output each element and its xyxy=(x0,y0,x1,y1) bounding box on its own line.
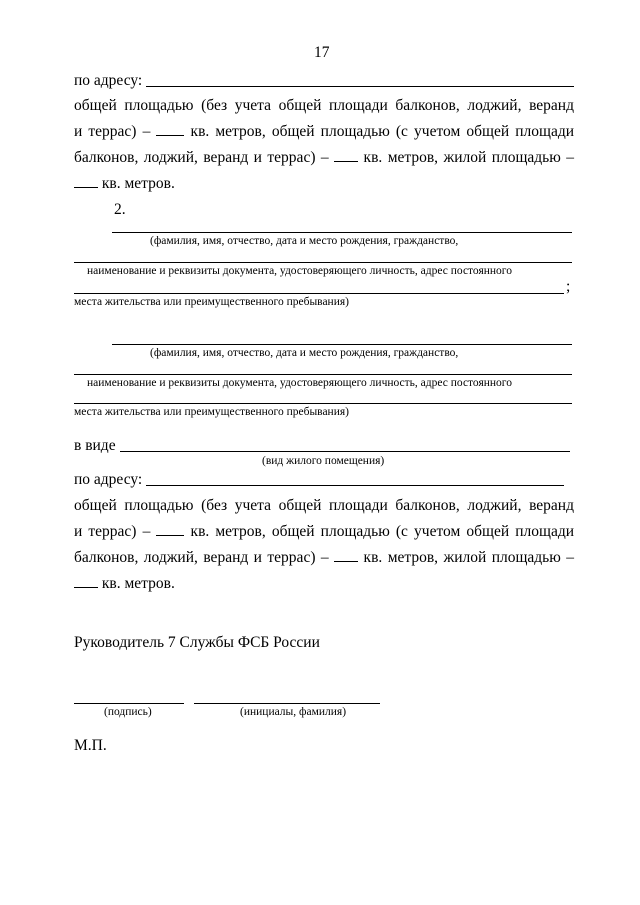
person2-caption-2: наименование и реквизиты документа, удостоверяющего личность, адрес постоянного xyxy=(87,377,512,389)
signature-line xyxy=(74,703,184,704)
person2-caption-3: места жительства или преимущественного пребывания) xyxy=(74,406,349,418)
area2-blank-3 xyxy=(74,575,98,588)
person-caption-1: (фамилия, имя, отчество, дата и место рождения, гражданство, xyxy=(150,235,459,247)
person2-fill-line-3 xyxy=(74,403,572,404)
address-fill-line-2 xyxy=(146,485,564,486)
area2-blank-2 xyxy=(334,549,358,562)
person-fill-line-3 xyxy=(74,293,564,294)
area-line-3: балконов, лоджий, веранд и террас) – кв. метров, жилой площадью – xyxy=(74,149,575,166)
address-label: по адресу: xyxy=(74,72,143,89)
area-blank-1 xyxy=(156,123,184,136)
area-blank-3 xyxy=(74,175,98,188)
type-caption: (вид жилого помещения) xyxy=(262,455,385,467)
area2-blank-1 xyxy=(156,523,184,536)
person-fill-line-2 xyxy=(74,262,572,263)
person-caption-2: наименование и реквизиты документа, удостоверяющего личность, адрес постоянного xyxy=(87,265,512,277)
address-fill-line xyxy=(146,86,574,87)
area-line-2: и террас) – кв. метров, общей площадью (с учетом общей площади xyxy=(74,123,575,140)
person2-fill-line-1 xyxy=(112,344,572,345)
item-number: 2. xyxy=(114,201,126,218)
head-title: Руководитель 7 Службы ФСБ России xyxy=(74,634,320,651)
area2-line-3: балконов, лоджий, веранд и террас) – кв. метров, жилой площадью – xyxy=(74,549,575,566)
type-fill-line xyxy=(120,451,570,452)
area2-line-1: общей площадью (без учета общей площади балконов, лоджий, веранд xyxy=(74,497,574,514)
area2-line-4: кв. метров. xyxy=(74,575,175,593)
semicolon: ; xyxy=(566,278,571,295)
name-caption: (инициалы, фамилия) xyxy=(240,706,347,718)
signature-caption: (подпись) xyxy=(104,706,152,718)
area-line-4: кв. метров. xyxy=(74,175,175,193)
person2-fill-line-2 xyxy=(74,374,572,375)
name-line xyxy=(194,703,380,704)
page-number: 17 xyxy=(314,44,330,61)
stamp-place: М.П. xyxy=(74,737,107,754)
area2-line-2: и террас) – кв. метров, общей площадью (с учетом общей площади xyxy=(74,523,575,540)
type-label: в виде xyxy=(74,437,116,454)
area-blank-2 xyxy=(334,149,358,162)
person-fill-line-1 xyxy=(112,232,572,233)
address-label-2: по адресу: xyxy=(74,471,143,488)
area-line-1: общей площадью (без учета общей площади балконов, лоджий, веранд xyxy=(74,97,574,114)
person-caption-3: места жительства или преимущественного пребывания) xyxy=(74,296,349,308)
person2-caption-1: (фамилия, имя, отчество, дата и место рождения, гражданство, xyxy=(150,347,459,359)
